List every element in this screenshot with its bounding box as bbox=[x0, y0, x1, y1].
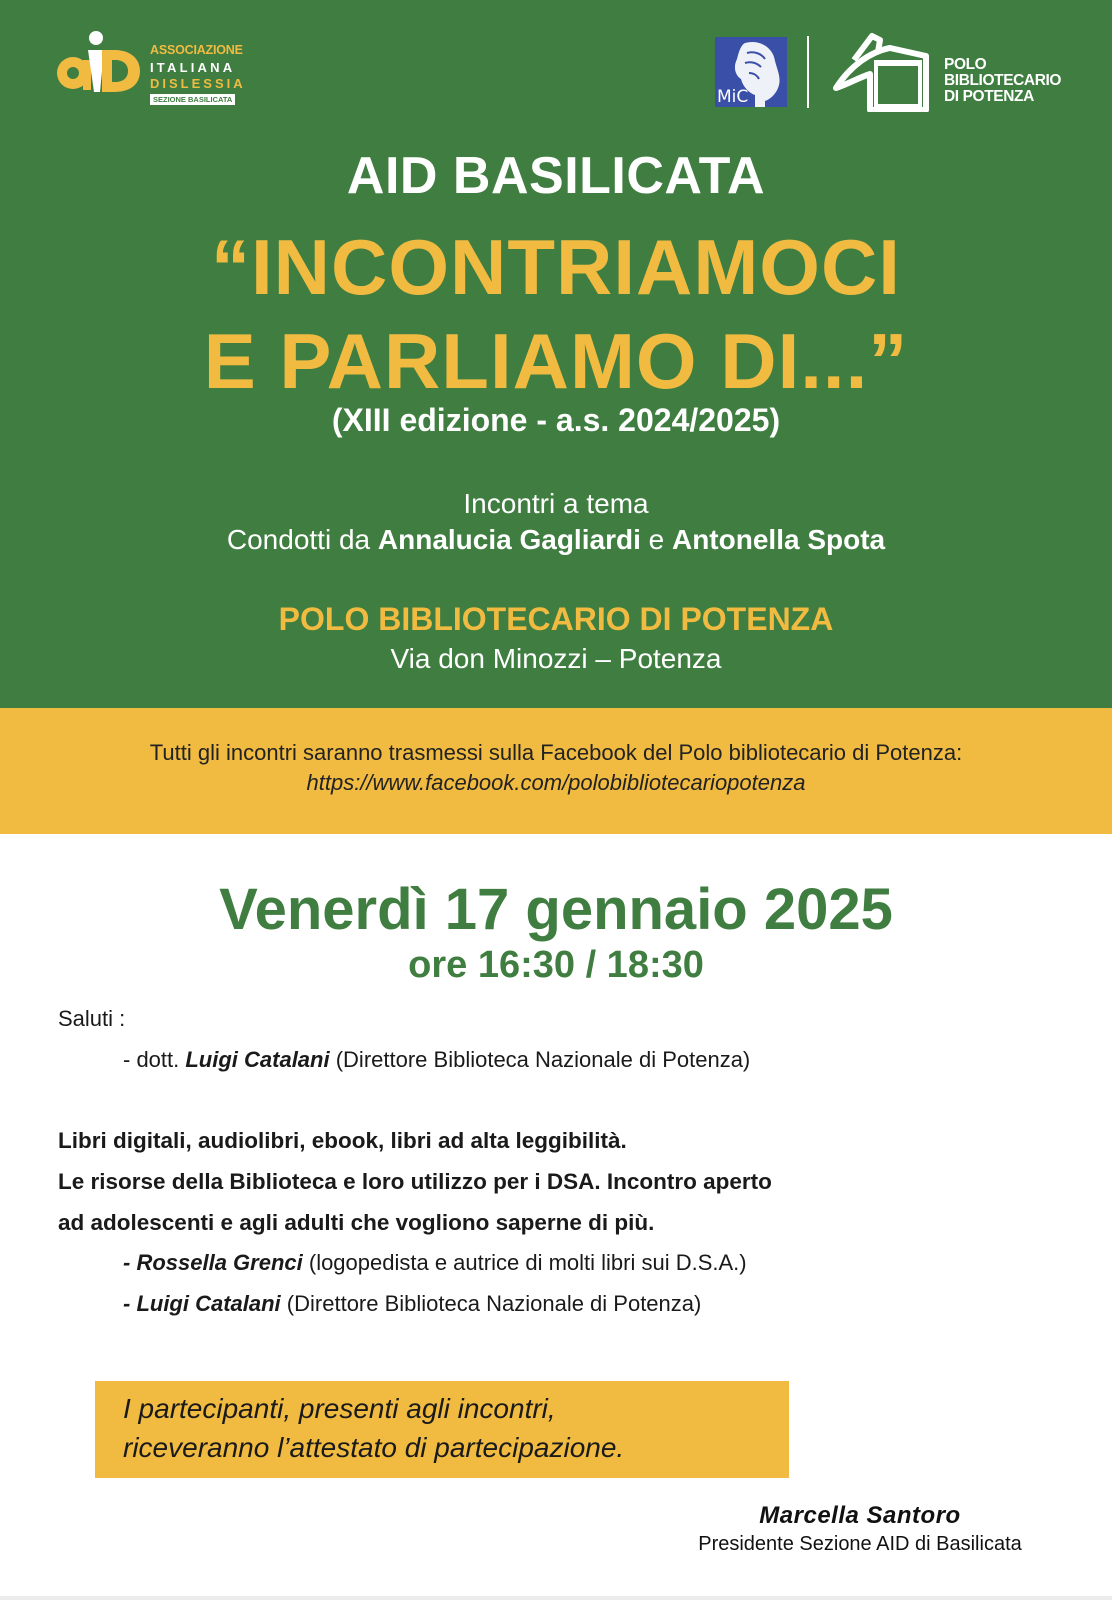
speaker-role: (Direttore Biblioteca Nazionale di Potenza) bbox=[280, 1291, 702, 1316]
mic-logo-label: MiC bbox=[717, 87, 749, 107]
event-time: ore 16:30 / 18:30 bbox=[408, 944, 704, 986]
org-title: AID BASILICATA bbox=[346, 147, 766, 205]
polo-logo-text bbox=[944, 57, 1061, 105]
bottom-divider bbox=[0, 1596, 1112, 1600]
speaker-name: - Luigi Catalani bbox=[123, 1291, 281, 1316]
polo-logo-line2: BIBLIOTECARIO bbox=[944, 72, 1062, 89]
greetings-label: Saluti : bbox=[58, 1006, 126, 1031]
library-building-icon bbox=[830, 30, 936, 112]
event-date: Venerdì 17 gennaio 2025 bbox=[219, 877, 893, 942]
hosts-line bbox=[0, 524, 1112, 556]
certificate-note-line1: I partecipanti, presenti agli incontri, bbox=[123, 1393, 556, 1424]
aid-logo-line2: ITALIANA bbox=[150, 59, 236, 75]
hosts-conjunction: e bbox=[640, 524, 672, 555]
speaker-role: (logopedista e autrice di molti libri sui D.S.A.) bbox=[302, 1250, 747, 1275]
topic-line-3: ad adolescenti e agli adulti che vogliono saperne di più. bbox=[58, 1210, 655, 1235]
stream-notice-text: Tutti gli incontri saranno trasmessi sulla Facebook del Polo bibliotecario di Potenza: bbox=[149, 740, 963, 765]
host-name-2: Antonella Spota bbox=[671, 524, 886, 555]
speaker-item bbox=[123, 1250, 747, 1276]
series-title-line1: “INCONTRIAMOCI bbox=[211, 223, 901, 311]
signature-role: Presidente Sezione AID di Basilicata bbox=[698, 1533, 1022, 1555]
greeting-item bbox=[123, 1047, 750, 1073]
speaker-name: - Rossella Grenci bbox=[123, 1250, 303, 1275]
venue-name: POLO BIBLIOTECARIO DI POTENZA bbox=[278, 601, 834, 637]
topic-line-1: Libri digitali, audiolibri, ebook, libri ad alta leggibilità. bbox=[58, 1128, 627, 1153]
edition-subtitle: (XIII edizione - a.s. 2024/2025) bbox=[331, 402, 781, 438]
topic-line-2: Le risorse della Biblioteca e loro utilizzo per i DSA. Incontro aperto bbox=[58, 1169, 772, 1194]
certificate-note-line2: riceveranno l’attestato di partecipazione. bbox=[123, 1432, 625, 1463]
logo-divider bbox=[807, 36, 809, 108]
aid-logo-badge: SEZIONE BASILICATA bbox=[150, 94, 235, 106]
polo-logo-line1: POLO bbox=[944, 56, 987, 73]
greeting-name: Luigi Catalani bbox=[185, 1047, 330, 1072]
mic-logo bbox=[715, 37, 787, 107]
venue-address: Via don Minozzi – Potenza bbox=[390, 643, 722, 674]
greeting-role: (Direttore Biblioteca Nazionale di Potenza) bbox=[329, 1047, 751, 1072]
aid-logo bbox=[56, 30, 266, 114]
hosts-prefix: Condotti da bbox=[226, 524, 378, 555]
facebook-link[interactable]: https://www.facebook.com/polobibliotecariopotenza bbox=[306, 770, 806, 795]
host-name-1: Annalucia Gagliardi bbox=[377, 524, 641, 555]
greeting-prefix: - dott. bbox=[123, 1047, 186, 1072]
aid-logo-line1: ASSOCIAZIONE bbox=[150, 43, 243, 57]
polo-logo-line3: DI POTENZA bbox=[944, 88, 1034, 105]
aid-logo-text bbox=[150, 44, 246, 106]
certificate-note-box bbox=[95, 1381, 789, 1478]
series-title-line2: E PARLIAMO DI...” bbox=[203, 317, 909, 405]
signature-name: Marcella Santoro bbox=[759, 1502, 961, 1529]
speaker-item bbox=[123, 1291, 701, 1317]
intro-line: Incontri a tema bbox=[463, 488, 649, 519]
aid-logo-line3: DISLESSIA bbox=[150, 75, 246, 91]
aid-logo-mark-icon bbox=[56, 30, 140, 100]
